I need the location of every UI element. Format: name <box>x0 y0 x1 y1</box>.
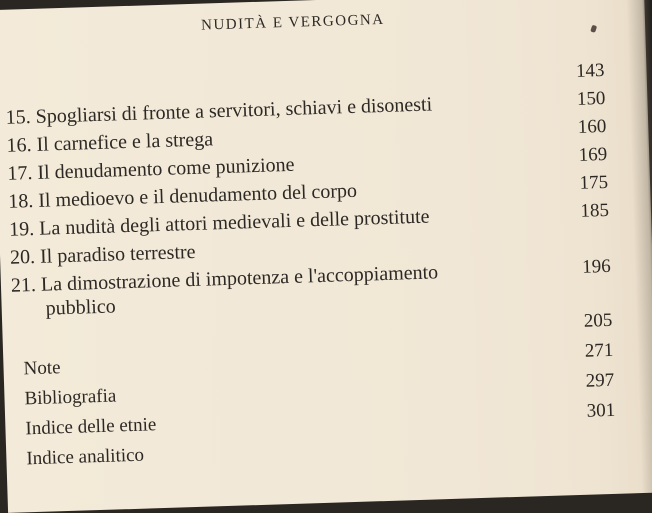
page-edge-shadow <box>626 0 652 493</box>
toc-page-number: 150 <box>576 87 606 110</box>
ink-mark <box>590 25 597 33</box>
toc-entry-title: 17. Il denudamento come punizione <box>7 153 295 185</box>
toc-entry-title-continuation: pubblico <box>45 295 117 320</box>
toc-page-number: 175 <box>579 171 609 194</box>
back-matter-title: Indice analitico <box>26 444 145 470</box>
toc-entry-title: 20. Il paradiso terrestre <box>9 240 196 269</box>
toc-entry-title: 16. Il carnefice e la strega <box>6 128 214 157</box>
back-matter-title: Bibliografia <box>24 385 117 410</box>
toc-page-number: 297 <box>585 369 615 392</box>
toc-entry-title: 19. La nudità degli attori medievali e delle prostitute <box>8 205 430 241</box>
toc-page-number: 160 <box>577 115 607 138</box>
toc-page-number: 205 <box>583 309 613 332</box>
back-matter-title: Note <box>23 357 61 380</box>
toc-entry-title: 18. Il medioevo e il denudamento del corpo <box>7 179 358 213</box>
toc-page-number: 185 <box>580 199 610 222</box>
running-head: NUDITÀ E VERGOGNA <box>200 11 385 34</box>
toc-page-number: 271 <box>584 339 614 362</box>
toc-entry-title: 15. Spogliarsi di fronte a servitori, schiavi e disonesti <box>5 93 433 129</box>
toc-page-number: 301 <box>586 399 616 422</box>
toc-page-number: 169 <box>578 143 608 166</box>
toc-entry-title: 21. La dimostrazione di impotenza e l'accoppiamento <box>10 261 439 297</box>
toc-page-number: 196 <box>581 255 611 278</box>
toc-page-number: 143 <box>575 59 605 82</box>
back-matter-title: Indice delle etnie <box>25 414 157 440</box>
